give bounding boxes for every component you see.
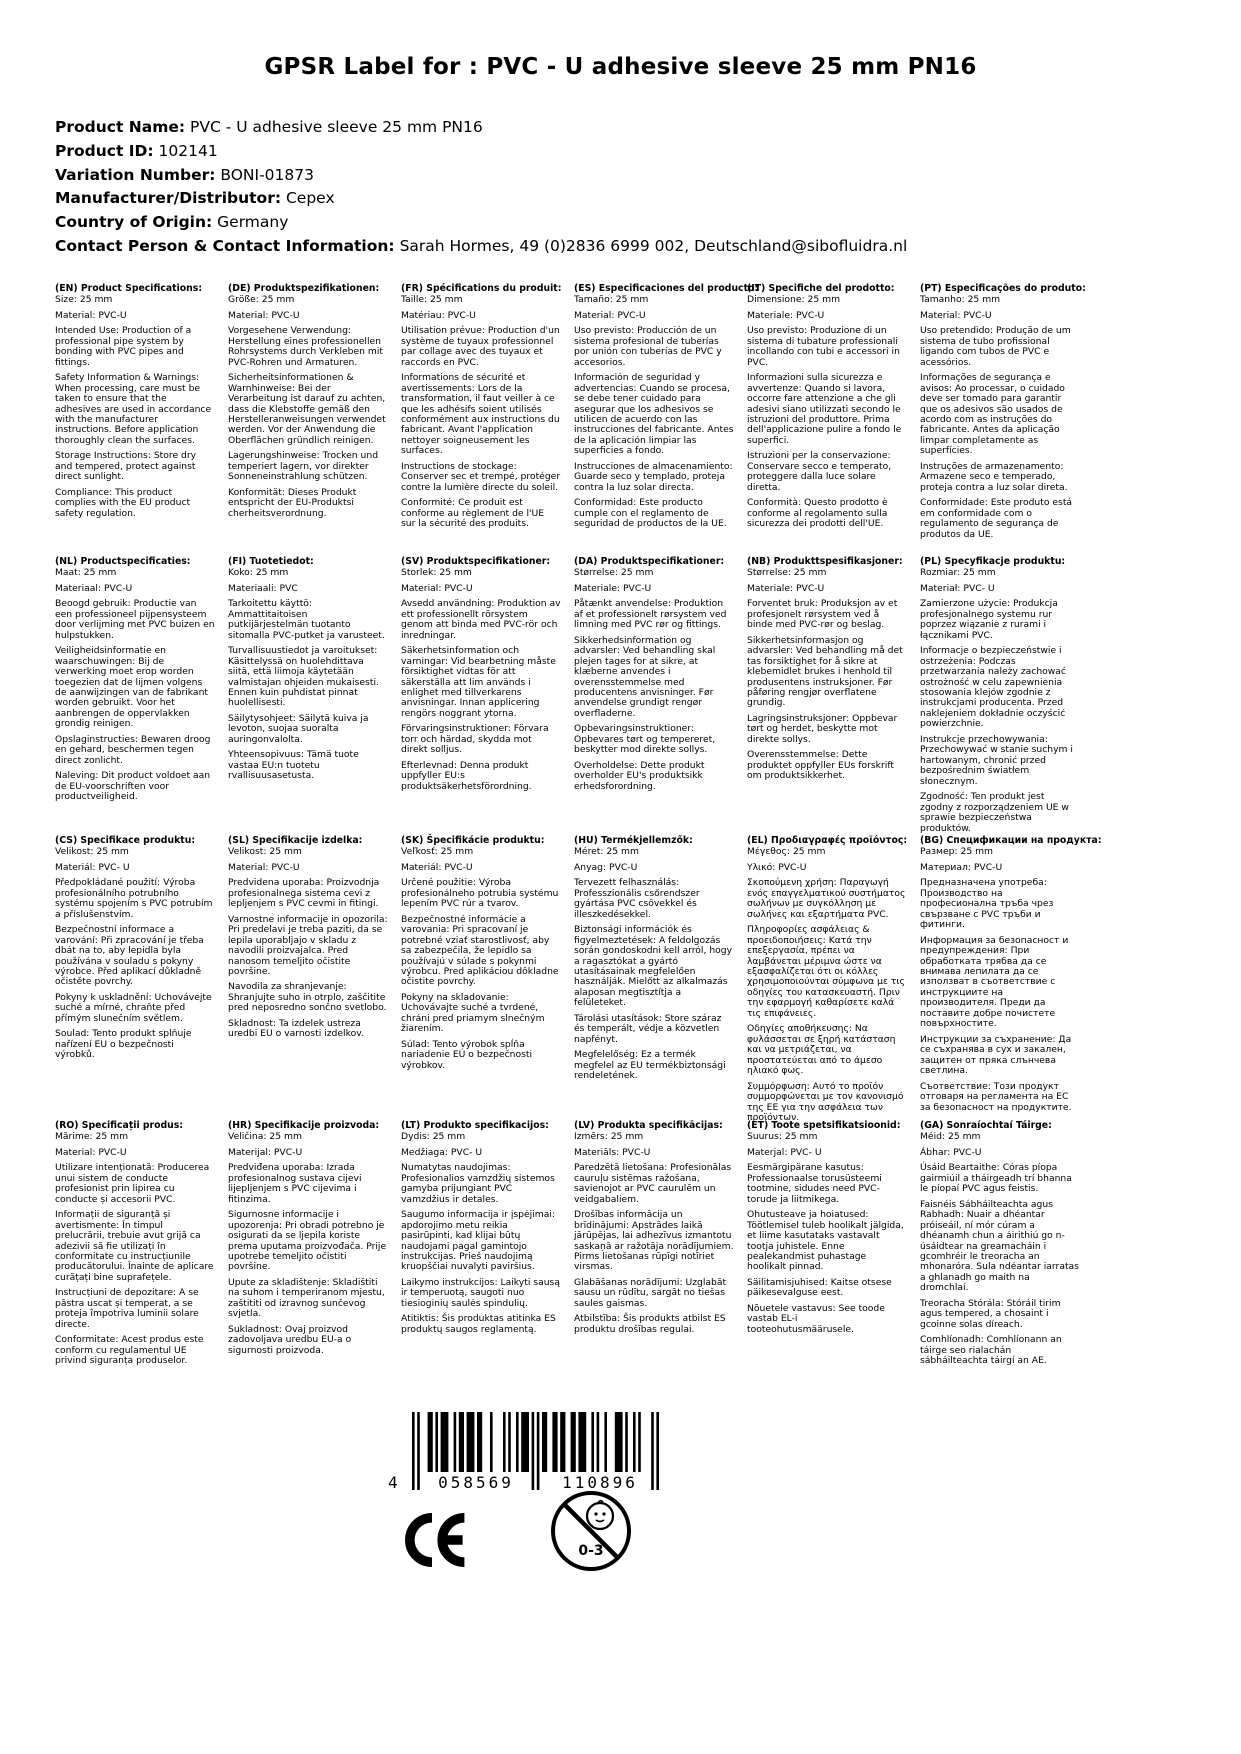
language-block-paragraph: Taille: 25 mm — [401, 294, 463, 306]
product-info-value: PVC - U adhesive sleeve 25 mm PN16 — [185, 118, 483, 136]
language-block-heading: (PL) Specyfikacje produktu: — [920, 556, 1066, 567]
language-block-paragraph: Предназначена употреба: Производство на професионална тръба чрез свързване с PVC тръби и фитинги. — [920, 877, 1054, 931]
language-block-paragraph: Informații de siguranță și avertismente: În timpul prelucrării, trebuie avut grijă ca adezivii să fie utilizați în conformitate cu instrucțiunile producătorului. Înainte de aplicare curățați bine suprafețele. — [55, 1209, 214, 1283]
language-block-heading: (GA) Sonraíochtaí Táirge: — [920, 1120, 1052, 1131]
language-block-paragraph: Laikymo instrukcijos: Laikyti sausą ir temperuotą, saugoti nuo tiesioginių saulės spindulių. — [401, 1276, 560, 1309]
language-block-fi — [228, 556, 388, 835]
language-block-paragraph: Avsedd användning: Produktion av ett professionellt rörsystem genom att binda med PVC-rör och inredningar. — [401, 598, 561, 641]
language-block-heading: (HR) Specifikacije proizvoda: — [228, 1120, 380, 1131]
language-block-paragraph: Instrucțiuni de depozitare: A se păstra uscat și temperat, a se proteja împotriva luminii solare directe. — [55, 1287, 199, 1330]
language-block-paragraph: Conformidade: Este produto está em conformidade com o regulamento de segurança de produtos da UE. — [920, 497, 1073, 540]
language-block-ro — [55, 1120, 215, 1372]
language-block-paragraph: Saugumo informacija ir įspėjimai: apdorojimo metu reikia pasirūpinti, kad klijai būtų naudojami pagal gamintojo instrukcijas. Prieš naudojimą kruopščiai nuvalyti paviršius. — [401, 1209, 555, 1273]
language-block-paragraph: Určené použitie: Výroba profesionálneho potrubia systému lepením PVC rúr a tvarov. — [401, 877, 559, 910]
language-block-paragraph: Velikost: 25 mm — [228, 846, 302, 858]
language-block-paragraph: Ábhar: PVC-U — [920, 1146, 982, 1158]
language-block-paragraph: Drošības informācija un brīdinājumi: Apstrādes laikā jārūpējas, lai adhezīvus izmantotu saskaņā ar ražotāja norādījumiem. Pirms lietošanas rūpīgi notīriet virsmas. — [574, 1209, 734, 1273]
language-block-paragraph: Numatytas naudojimas: Profesionalios vamzdžių sistemos gamyba prijungiant PVC vamzdžius ir detales. — [401, 1162, 555, 1205]
language-block-paragraph: Instrucciones de almacenamiento: Guarde seco y templado, proteja contra la luz solar directa. — [574, 460, 733, 493]
language-block-paragraph: Συμμόρφωση: Αυτό το προϊόν συμμορφώνεται με τον κανονισμό της ΕΕ για την ασφάλεια των προϊόντων. — [747, 1080, 904, 1124]
language-block-da — [574, 556, 734, 835]
barcode-bar — [656, 1412, 659, 1490]
barcode-bar — [503, 1412, 506, 1472]
language-block-paragraph: Předpokládané použití: Výroba profesionálního potrubního systému spojením s PVC potrubím a příslušenstvím. — [55, 877, 213, 920]
language-block-paragraph: Veiligheidsinformatie en waarschuwingen: Bij de verwerking moet erop worden toegezien dat de lijmen volgens de aanwijzingen van de fabrikant worden gebruikt. Voor het aanbrengen de oppervlakken grondig reinigen. — [55, 645, 208, 730]
language-block-nb — [747, 556, 907, 835]
language-block-fr — [401, 283, 561, 556]
product-info-value: 102141 — [153, 141, 218, 160]
language-block-paragraph: Upute za skladištenje: Skladištiti na suhom i temperiranom mjestu, zaštititi od izravnog sunčevog svjetla. — [228, 1276, 385, 1320]
language-block-heading: (DA) Produktspecifikationer: — [574, 556, 725, 567]
language-block-paragraph: Dimensione: 25 mm — [747, 294, 841, 306]
language-block-et — [747, 1120, 907, 1372]
product-info-label: Product Name: — [55, 118, 186, 136]
language-block-paragraph: Pokyny na skladovanie: Uchovávajte suché a tvrdené, chráni pred priamym slnečným žiarením. — [401, 991, 545, 1035]
barcode-bar — [597, 1412, 600, 1472]
product-info-value: BONI-01873 — [215, 165, 314, 184]
language-block-paragraph: Rozmiar: 25 mm — [920, 567, 996, 579]
barcode-bar — [516, 1412, 519, 1472]
language-block-hu — [574, 835, 734, 1120]
language-block-paragraph: Μέγεθος: 25 mm — [747, 846, 826, 858]
language-block-paragraph: Atbilstība: Šis produkts atbilst ES produktu drošības regulai. — [574, 1313, 726, 1335]
language-block-paragraph: Konformität: Dieses Produkt entspricht der EU-Produktsi cherheitsverordnung. — [228, 486, 357, 519]
language-block-paragraph: Säilytysohjeet: Säilytä kuiva ja levoton, suojaa suoralta auringonvalolta. — [228, 712, 369, 745]
language-block-paragraph: Utilizare intenționată: Producerea unui sistem de conducte profesionist prin lipirea cu conducte și accesorii PVC. — [55, 1162, 210, 1205]
language-block-cs — [55, 835, 215, 1120]
language-block-paragraph: Informacje o bezpieczeństwie i ostrzeżenia: Podczas przetwarzania należy zachować ostrożność w celu zapewnienia stosowania klejów zgodnie z instrukcjami producenta. Przed naklejeniem dokładnie oczyścić powierzchnie. — [920, 645, 1066, 730]
language-block-paragraph: Conformité: Ce produit est conforme au règlement de l'UE sur la sécurité des produits. — [401, 497, 545, 530]
language-block-heading: (ET) Toote spetsifikatsioonid: — [747, 1120, 901, 1131]
language-block-paragraph: Predvidena uporaba: Proizvodnja profesionalnega sistema cevi z lepljenjem s PVC cevmi in fitingi. — [228, 877, 380, 910]
language-block-heading: (SV) Produktspecifikationer: — [401, 556, 551, 567]
product-info-label: Contact Person & Contact Information: — [55, 236, 395, 255]
language-block-paragraph: Pokyny k uskladnění: Uchovávejte suché a mírné, chraňte před přímým slunečním světlem. — [55, 991, 212, 1024]
product-info-row — [55, 237, 1185, 255]
language-block-paragraph: Uso previsto: Produzione di un sistema di tubature professionali incollando con tubi e accessori in PVC. — [747, 325, 900, 368]
age-warning-label: 0-3 — [578, 1543, 604, 1559]
language-block-paragraph: Biztonsági információk és figyelmeztetések: A feldolgozás során gondoskodni kell arról, hogy a ragasztókat a gyártó utasításainak megfelelően használják. Mielőtt az alkalmazás alaposan megtisztítja a felületeket. — [574, 924, 733, 1009]
language-block-paragraph: Sicherheitsinformationen & Warnhinweise: Bei der Verarbeitung ist darauf zu achten, dass die Klebstoffe gemäß den Herstelleranweisungen verwendet werden. Vor der Anwendung die Oberflächen gründlich reinigen. — [228, 372, 386, 446]
language-block-paragraph: Informazioni sulla sicurezza e avvertenze: Quando si lavora, occorre fare attenzione a che gli adesivi siano utilizzati secondo le istruzioni del produttore. Prima dell'applicazione pulire a fondo le superfici. — [747, 372, 902, 446]
language-block-paragraph: Compliance: This product complies with the EU product safety regulation. — [55, 486, 191, 519]
language-block-paragraph: Uso pretendido: Produção de um sistema de tubo profissional ligando com tubos de PVC e acessórios. — [920, 325, 1071, 368]
product-info-row — [55, 166, 1185, 184]
language-block-heading: (EL) Προδιαγραφές προϊόντος: — [747, 835, 908, 846]
language-block-paragraph: Инструкции за съхранение: Да се съхранява в сух и закален, защитен от пряка слънчева светлина. — [920, 1033, 1072, 1077]
language-block-sv — [401, 556, 561, 835]
product-info-row — [55, 213, 1185, 231]
language-block-paragraph: Forventet bruk: Produksjon av et profesjonelt rørsystem ved å binde med PVC-rør og beslag. — [747, 598, 898, 631]
language-block-paragraph: Vorgesehene Verwendung: Herstellung eines professionellen Rohrsystems durch Verkleben mit PVC-Rohren und Armaturen. — [228, 325, 383, 368]
language-block-paragraph: Mărime: 25 mm — [55, 1131, 129, 1143]
barcode-bar — [638, 1412, 641, 1472]
language-block-paragraph: Size: 25 mm — [55, 294, 113, 306]
language-block-lt — [401, 1120, 561, 1372]
barcode-bar — [428, 1412, 433, 1472]
product-info-value: Germany — [212, 213, 289, 232]
language-block-paragraph: Eesmärgipärane kasutus: Professionaalse torusüsteemi tootmine, sidudes need PVC-torude ja liitmikega. — [747, 1162, 882, 1205]
language-block-paragraph: Opslaginstructies: Bewaren droog en gehard, beschermen tegen direct zonlicht. — [55, 733, 211, 766]
language-block-paragraph: Bezpečnostní informace a varování: Při zpracování je třeba dbát na to, aby lepidla byla používána v souladu s pokyny výrobce. Před aplikací důkladně očistěte povrchy. — [55, 924, 204, 988]
language-block-paragraph: Информация за безопасност и предупреждения: При обработката трябва да се внимава лепилата да се използват в съответствие с инструкциите на производителя. Преди да поставите добре почистете повърхностите. — [920, 934, 1069, 1030]
language-block-paragraph: Material: PVC-U — [228, 309, 300, 321]
age-warning-icon — [549, 1489, 633, 1573]
language-block-paragraph: Overholdelse: Dette produkt overholder EU's produktsikk erhedsforordning. — [574, 759, 705, 792]
language-block-paragraph: Tárolási utasítások: Store száraz és temperált, védje a közvetlen napfényt. — [574, 1012, 722, 1045]
language-grid — [55, 283, 1102, 1372]
language-block-paragraph: Instruções de armazenamento: Armazene seco e temperado, proteja contra a luz solar direta. — [920, 460, 1068, 493]
language-block-paragraph: Tamaño: 25 mm — [574, 294, 649, 306]
language-block-paragraph: Materjal: PVC- U — [747, 1146, 822, 1158]
language-block-paragraph: Instructions de stockage: Conserver sec et trempé, protéger contre la lumière directe du soleil. — [401, 460, 561, 493]
barcode-bar — [625, 1412, 628, 1472]
barcode-bar — [459, 1412, 464, 1472]
language-block-paragraph: Sikkerhedsinformation og advarsler: Ved behandling skal plejen tages for at sikre, at klæberne anvendes i overensstemmelse med producentens anvisninger. Før anvendelse grundigt rengør overfladerne. — [574, 634, 716, 719]
barcode-right-group: 110896 — [562, 1473, 638, 1492]
language-block-heading: (HU) Termékjellemzők: — [574, 835, 693, 846]
language-block-paragraph: Skladnost: Ta izdelek ustreza uredbi EU o varnosti izdelkov. — [228, 1017, 364, 1040]
language-block-pt — [920, 283, 1086, 556]
barcode-bar — [521, 1412, 529, 1472]
language-block-paragraph: Medžiaga: PVC- U — [401, 1146, 483, 1158]
language-block-paragraph: Ohutusteave ja hoiatused: Töötlemisel tuleb hoolikalt jälgida, et liime kasutataks vastavalt tootja juhistele. Enne pealekandmist puhastage hoolikalt pinnad. — [747, 1209, 904, 1273]
product-info-value: Sarah Hormes, 49 (0)2836 6999 002, Deutschland@sibofluidra.nl — [394, 236, 908, 255]
language-block-it — [747, 283, 907, 556]
language-block-paragraph: Suurus: 25 mm — [747, 1131, 818, 1143]
product-info-row — [55, 189, 1185, 207]
language-block-nl — [55, 556, 215, 835]
language-block-paragraph: Material: PVC-U — [401, 582, 473, 594]
language-block-paragraph: Materiál: PVC-U — [401, 861, 473, 873]
language-block-paragraph: Veličina: 25 mm — [228, 1131, 302, 1143]
language-block-paragraph: Información de seguridad y advertencias: Cuando se procesa, se debe tener cuidado para asegurar que los adhesivos se utilicen de acuerdo con las instrucciones del fabricante. Antes de la aplicación limpiar las superficies a fondo. — [574, 372, 734, 457]
language-block-paragraph: Comhlíonadh: Comhlíonann an táirge seo rialachán sábháilteachta táirgí an AE. — [920, 1334, 1062, 1367]
language-block-paragraph: Conformitate: Acest produs este conform cu regulamentul UE privind siguranța produselor. — [55, 1334, 204, 1367]
language-block-paragraph: Treoracha Stórála: Stóráil tirim agus tempered, a chosaint i gcoinne solas díreach. — [920, 1297, 1061, 1330]
language-block-paragraph: Размер: 25 mm — [920, 846, 993, 858]
language-block-paragraph: Varnostne informacije in opozorila: Pri predelavi je treba paziti, da se lepila uporabljajo v skladu z navodili proizvajalca. Pred nanosom temeljito očistite površine. — [228, 913, 388, 977]
language-block-paragraph: Materiaal: PVC-U — [55, 582, 133, 594]
language-block-paragraph: Glabāšanas norādījumi: Uzglabāt sausu un rūdītu, sargāt no tiešas saules gaismas. — [574, 1276, 727, 1309]
language-block-paragraph: Yhteensopivuus: Tämä tuote vastaa EU:n tuotetu rvallisuusasetusta. — [228, 749, 359, 782]
language-block-paragraph: Material: PVC-U — [574, 309, 646, 321]
language-block-paragraph: Съответствие: Този продукт отговаря на регламента на ЕС за безопасност на продуктите. — [920, 1080, 1072, 1113]
language-block-paragraph: Atitiktis: Šis produktas atitinka ES produktų saugos reglamentą. — [401, 1313, 556, 1335]
language-block-heading: (ES) Especificaciones del producto: — [574, 283, 759, 294]
language-block-paragraph: Faisnéis Sábháilteachta agus Rabhadh: Nuair a dhéantar próiseáil, ní mór cúram a dhéanamh chun a áirithiú go n-úsáidtear na greamacháin i gcomhréir le treoracha an mhonaróra. Sula ndéantar iarratas a ghlanadh go maith na dromchlaí. — [920, 1198, 1079, 1294]
language-block-paragraph: Anyag: PVC-U — [574, 861, 638, 873]
language-block-paragraph: Säilitamisjuhised: Kaitse otsese päikesevalguse eest. — [747, 1276, 892, 1299]
language-block-paragraph: Påtænkt anvendelse: Produktion af et professionelt rørsystem ved limning med PVC rør og fittings. — [574, 598, 727, 631]
barcode-lead-digit: 4 — [388, 1473, 398, 1492]
language-block-paragraph: Uso previsto: Producción de un sistema profesional de tuberías por unión con tuberías de PVC y accesorios. — [574, 325, 722, 368]
language-block-heading: (LV) Produkta specifikācijas: — [574, 1120, 723, 1131]
product-info — [55, 118, 1185, 261]
language-block-de — [228, 283, 388, 556]
language-block-heading: (SL) Specifikacije izdelka: — [228, 835, 363, 846]
language-block-heading: (FR) Spécifications du produit: — [401, 283, 562, 294]
language-block-paragraph: Materiale: PVC-U — [574, 582, 652, 594]
language-block-paragraph: Informações de segurança e avisos: Ao processar, o cuidado deve ser tomado para garantir que os adesivos são usados de acordo com as instruções do fabricante. Antes da aplicação limpar completamente as superfícies. — [920, 372, 1065, 457]
barcode-bar — [412, 1412, 415, 1490]
barcode-bar — [477, 1412, 482, 1472]
barcode-bar — [537, 1412, 540, 1490]
language-block-el — [747, 835, 908, 1124]
product-info-label: Variation Number: — [55, 165, 216, 184]
language-block-paragraph: Material: PVC-U — [920, 309, 992, 321]
language-block-paragraph: Lagerungshinweise: Trocken und temperiert lagern, vor direkter Sonneneinstrahlung schützen. — [228, 450, 379, 483]
language-block-paragraph: Úsáid Beartaithe: Córas píopa gairmiúil a tháirgeadh trí bhanna le píopaí PVC agus feistis. — [920, 1162, 1072, 1195]
barcode-bar — [508, 1412, 511, 1472]
language-block-hr — [228, 1120, 388, 1372]
language-block-paragraph: Υλικό: PVC-U — [747, 861, 807, 873]
language-block-heading: (NL) Productspecificaties: — [55, 556, 191, 567]
language-block-heading: (IT) Specifiche del prodotto: — [747, 283, 895, 294]
language-block-paragraph: Οδηγίες αποθήκευσης: Να φυλάσσεται σε ξηρή κατάσταση και να μετριάζεται, να προστατεύεται από το άμεσο ηλιακό φως. — [747, 1023, 896, 1077]
language-block-paragraph: Nõuetele vastavus: See toode vastab EL-i tooteohutusmäärusele. — [747, 1302, 885, 1335]
language-block-paragraph: Koko: 25 mm — [228, 567, 289, 579]
language-block-paragraph: Sukladnost: Ovaj proizvod zadovoljava uredbu EU-a o sigurnosti proizvoda. — [228, 1323, 352, 1356]
language-block-sk — [401, 835, 561, 1120]
barcode-bar — [542, 1412, 547, 1472]
language-block-paragraph: Størrelse: 25 mm — [747, 567, 827, 579]
language-block-paragraph: Sigurnosne informacije i upozorenja: Pri obradi potrebno je osigurati da se ljepila koriste prema uputama proizvođača. Prije upotrebe temeljito očistiti površine. — [228, 1209, 387, 1273]
language-block-paragraph: Materiāls: PVC-U — [574, 1146, 651, 1158]
language-block-paragraph: Conformidad: Este producto cumple con el reglamento de seguridad de productos de la UE. — [574, 497, 727, 530]
language-block-paragraph: Materiale: PVC-U — [747, 582, 825, 594]
language-block-paragraph: Instrukcje przechowywania: Przechowywać w stanie suchym i hartowanym, chronić przed bezpośrednim światłem słonecznym. — [920, 733, 1073, 787]
language-block-heading: (NB) Produkttspesifikasjoner: — [747, 556, 903, 567]
language-block-paragraph: Matériau: PVC-U — [401, 309, 476, 321]
language-block-heading: (CS) Specifikace produktu: — [55, 835, 196, 846]
language-block-paragraph: Material: PVC-U — [55, 1146, 127, 1158]
language-block-paragraph: Størrelse: 25 mm — [574, 567, 654, 579]
barcode-bar — [591, 1412, 594, 1472]
language-block-paragraph: Säkerhetsinformation och varningar: Vid bearbetning måste försiktighet vidtas för att säkerställa att lim används i enlighet med tillverkarens anvisningar. Innan applicering rengörs noggrant ytorna. — [401, 645, 556, 719]
language-block-paragraph: Istruzioni per la conservazione: Conservare secco e temperato, proteggere dalla luce solare diretta. — [747, 450, 892, 493]
barcode-bar — [560, 1412, 565, 1472]
language-block-en — [55, 283, 215, 556]
language-block-paragraph: Material: PVC-U — [55, 309, 127, 321]
language-block-paragraph: Conformità: Questo prodotto è conforme al regolamento sulla sicurezza dei prodotti dell'UE. — [747, 497, 888, 530]
barcode-bar — [441, 1412, 449, 1472]
language-block-paragraph: Maat: 25 mm — [55, 567, 117, 579]
language-block-paragraph: Naleving: Dit product voldoet aan de EU-voorschriften voor productveiligheid. — [55, 770, 211, 803]
language-block-paragraph: Beoogd gebruik: Productie van een professioneel pijpensysteem door verlijming met PVC buizen en hulpstukken. — [55, 598, 215, 641]
language-block-heading: (SK) Špecifikácie produktu: — [401, 835, 545, 846]
language-block-paragraph: Bezpečnostné informácie a varovania: Pri spracovaní je potrebné vziať starostlivosť, aby sa zabezpečila, že lepidlo sa používajú v súlade s pokynmi výrobcu. Pred aplikáciou dôkladne očistite povrchy. — [401, 913, 559, 988]
language-block-sl — [228, 835, 388, 1120]
product-info-label: Country of Origin: — [55, 213, 213, 232]
language-block-paragraph: Velikost: 25 mm — [55, 846, 129, 858]
language-block-paragraph: Zamierzone użycie: Produkcja profesjonalnego systemu rur poprzez wiązanie z rurami i łącznikami PVC. — [920, 598, 1058, 641]
language-block-paragraph: Veľkosť: 25 mm — [401, 846, 474, 858]
language-block-paragraph: Méret: 25 mm — [574, 846, 639, 858]
language-block-paragraph: Förvaringsinstruktioner: Förvara torr och härdad, skydda mot direkt solljus. — [401, 723, 549, 756]
barcode-bar — [633, 1412, 636, 1472]
product-info-row — [55, 118, 1185, 136]
language-block-bg — [920, 835, 1102, 1120]
language-block-paragraph: Tamanho: 25 mm — [920, 294, 1001, 306]
barcode-bar — [467, 1412, 475, 1472]
language-block-pl — [920, 556, 1080, 835]
language-block-paragraph: Paredzētā lietošana: Profesionālas cauruļu sistēmas ražošana, savienojot ar PVC caurulēm un veidgabaliem. — [574, 1162, 732, 1205]
language-block-paragraph: Σκοπούμενη χρήση: Παραγωγή ενός επαγγελματικού συστήματος σωλήνων με συγκόλληση με σωλήνες και εξαρτήματα PVC. — [747, 877, 906, 920]
language-block-paragraph: Méid: 25 mm — [920, 1131, 981, 1143]
language-block-paragraph: Overensstemmelse: Dette produktet oppfyller EUs forskrift om produktsikkerhet. — [747, 749, 895, 782]
language-block-paragraph: Materiale: PVC-U — [747, 309, 825, 321]
language-block-paragraph: Efterlevnad: Denna produkt uppfyller EU:s produktsäkerhetsförordning. — [401, 759, 532, 792]
language-block-paragraph: Materiál: PVC- U — [55, 861, 130, 873]
language-block-paragraph: Intended Use: Production of a professional pipe system by bonding with PVC pipes and fittings. — [55, 325, 192, 368]
language-block-paragraph: Tarkoitettu käyttö: Ammattitaitoisen putkijärjestelmän tuotanto sitomalla PVC-putket ja varusteet. — [228, 598, 385, 641]
language-block-ga — [920, 1120, 1080, 1372]
language-block-heading: (PT) Especificações do produto: — [920, 283, 1086, 294]
language-block-paragraph: Tervezett felhasználás: Professzionális csőrendszer gyártása PVC csövekkel és illeszkedésekkel. — [574, 877, 700, 920]
language-block-paragraph: Dydis: 25 mm — [401, 1131, 466, 1143]
language-block-heading: (DE) Produktspezifikationen: — [228, 283, 380, 294]
language-block-paragraph: Informations de sécurité et avertissements: Lors de la transformation, il faut veiller à ce que les adhésifs soient utilisés conformément aux instructions du fabricant. Avant l'application nettoyer soigneusement les surfaces. — [401, 372, 560, 457]
barcode-bar — [571, 1412, 576, 1472]
language-block-paragraph: Súlad: Tento výrobok spĺňa nariadenie EÚ o bezpečnosti výrobkov. — [401, 1038, 533, 1071]
language-block-heading: (EN) Product Specifications: — [55, 283, 203, 294]
language-block-paragraph: Utilisation prévue: Production d'un système de tuyaux professionnel par collage avec des tuyaux et raccords en PVC. — [401, 325, 560, 368]
product-info-row — [55, 142, 1185, 160]
language-block-es — [574, 283, 759, 556]
language-block-paragraph: Материал: PVC-U — [920, 861, 1003, 873]
language-block-paragraph: Lagringsinstruksjoner: Oppbevar tørt og herdet, beskytte mot direkte sollys. — [747, 712, 898, 745]
language-block-paragraph: Größe: 25 mm — [228, 294, 295, 306]
language-block-paragraph: Πληροφορίες ασφάλειας & προειδοποιήσεις: Κατά την επεξεργασία, πρέπει να λαμβάνεται μέριμνα ώστε να εξασφαλίζεται ότι οι κόλλες χρησιμοποιούνται σύμφωνα με τις οδηγίες του κατασκευαστή. Πριν την εφαρμογή καθαρίσετε καλά τις επιφάνειες. — [747, 924, 905, 1019]
language-block-paragraph: Turvallisuustiedot ja varoitukset: Käsittelyssä on huolehdittava siitä, että liimoja käytetään valmistajan ohjeiden mukaisesti. Ennen kuin puhdistat pinnat huolellisesti. — [228, 645, 379, 709]
barcode-bar — [454, 1412, 457, 1472]
barcode-bar — [552, 1412, 557, 1472]
language-block-paragraph: Storage Instructions: Store dry and tempered, protect against direct sunlight. — [55, 450, 197, 483]
language-block-paragraph: Opbevaringsinstruktioner: Opbevares tørt og tempereret, beskytter mod direkte sollys. — [574, 723, 716, 756]
language-block-paragraph: Zgodność: Ten produkt jest zgodny z rozporządzeniem UE w sprawie bezpieczeństwa produktów. — [920, 791, 1069, 834]
barcode-bar — [615, 1412, 623, 1472]
language-block-paragraph: Izmērs: 25 mm — [574, 1131, 644, 1143]
language-block-paragraph: Materiaali: PVC — [228, 582, 298, 594]
barcode-bar — [604, 1412, 607, 1472]
language-block-paragraph: Safety Information & Warnings: When processing, care must be taken to ensure that the adhesives are used in accordance with the manufacturer instructions. Before application thoroughly clean the surfaces. — [55, 372, 212, 446]
language-block-paragraph: Materijal: PVC-U — [228, 1146, 303, 1158]
barcode-bar — [435, 1412, 438, 1472]
barcode — [386, 1412, 686, 1508]
language-block-paragraph: Navodila za shranjevanje: Shranjujte suho in otrplo, zaščitite pred neposredno sončno svetlobo. — [228, 981, 387, 1014]
barcode-bar — [490, 1412, 493, 1472]
page-title: GPSR Label for : PVC - U adhesive sleeve 25 mm PN16 — [264, 54, 977, 80]
language-block-heading: (BG) Спецификации на продукта: — [920, 835, 1102, 846]
language-block-paragraph: Storlek: 25 mm — [401, 567, 472, 579]
language-block-paragraph: Predviđena uporaba: Izrada profesionalnog sustava cijevi lijepljenjem s PVC cijevima i fitinzima. — [228, 1162, 362, 1205]
language-block-paragraph: Materiał: PVC- U — [920, 582, 995, 594]
language-block-paragraph: Sikkerhetsinformasjon og advarsler: Ved behandling må det tas forsiktighet for å sikre at klebemidlet brukes i henhold til produsentens instruksjoner. Før påføring rengjør overflatene grundig. — [747, 634, 903, 709]
language-block-heading: (RO) Specificații produs: — [55, 1120, 184, 1131]
language-block-paragraph: Megfelelőség: Ez a termék megfelel az EU termékbiztonsági rendeletének. — [574, 1049, 726, 1082]
language-block-heading: (FI) Tuotetiedot: — [228, 556, 314, 567]
language-block-paragraph: Material: PVC-U — [228, 861, 300, 873]
language-block-lv — [574, 1120, 734, 1372]
language-block-heading: (LT) Produkto specifikacijos: — [401, 1120, 549, 1131]
language-block-paragraph: Soulad: Tento produkt splňuje nařízení EU o bezpečnosti výrobků. — [55, 1028, 192, 1061]
product-info-value: Cepex — [281, 189, 335, 208]
barcode-left-group: 058569 — [438, 1473, 514, 1492]
product-info-label: Manufacturer/Distributor: — [55, 189, 282, 208]
barcode-bar — [578, 1412, 586, 1472]
ce-mark-icon — [402, 1510, 468, 1570]
product-info-label: Product ID: — [55, 141, 154, 160]
